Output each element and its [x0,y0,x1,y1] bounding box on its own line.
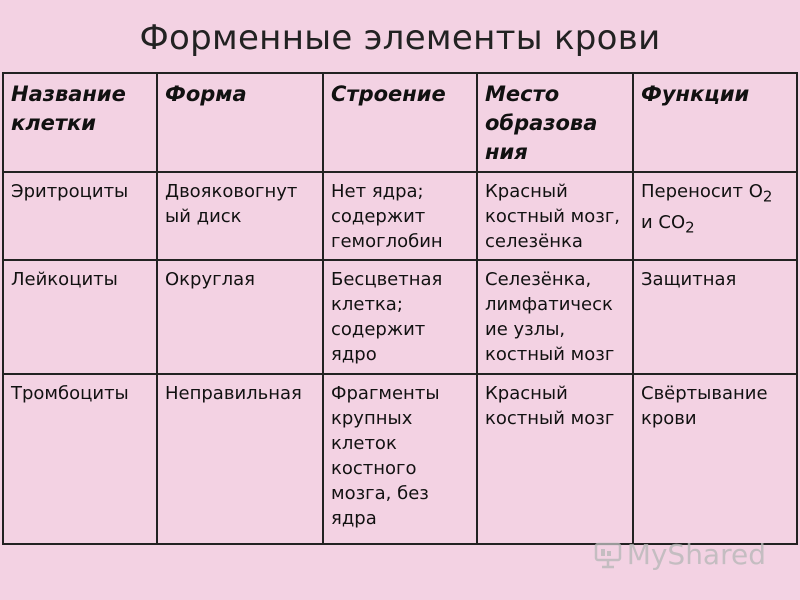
subscript-two: 2 [762,187,773,206]
function-text-part: и СО [641,211,686,233]
table-cell: Округлая [157,260,323,374]
table-cell: Тромбоциты [3,374,157,544]
watermark-text: MyShared [626,538,766,571]
slide-title: Форменные элементы крови [139,18,661,58]
table-cell: Красный костный мозг, селезёнка [477,172,633,260]
table-cell: Селезёнка, лимфатическ ие узлы, костный мозг [477,260,633,374]
header-cell-origin: Место образова ния [477,73,633,172]
header-cell-structure: Строение [323,73,477,172]
table-header-row [3,73,797,172]
table-cell [633,172,797,260]
blood-elements-table [2,72,798,545]
table-cell: Бесцветная клетка; содержит ядро [323,260,477,374]
table-cell: Эритроциты [3,172,157,260]
table-cell: Защитная [633,260,797,374]
table-cell: Красный костный мозг [477,374,633,544]
table-cell: Свёртывание крови [633,374,797,544]
table-cell: Неправильная [157,374,323,544]
header-cell-functions: Функции [633,73,797,172]
header-cell-name: Название клетки [3,73,157,172]
table-row [3,172,797,260]
table-row [3,260,797,374]
watermark [593,538,766,571]
table-row [3,374,797,544]
table-cell: Фрагменты крупных клеток костного мозга, без ядра [323,374,477,544]
function-text-part: Переносит О [641,181,763,202]
table-cell: Нет ядра; содержит гемоглобин [323,172,477,260]
table-cell: Лейкоциты [3,260,157,374]
header-cell-shape: Форма [157,73,323,172]
table-cell: Двояковогнут ый диск [157,172,323,260]
subscript-two: 2 [685,218,695,237]
presentation-screen-icon [593,540,623,570]
